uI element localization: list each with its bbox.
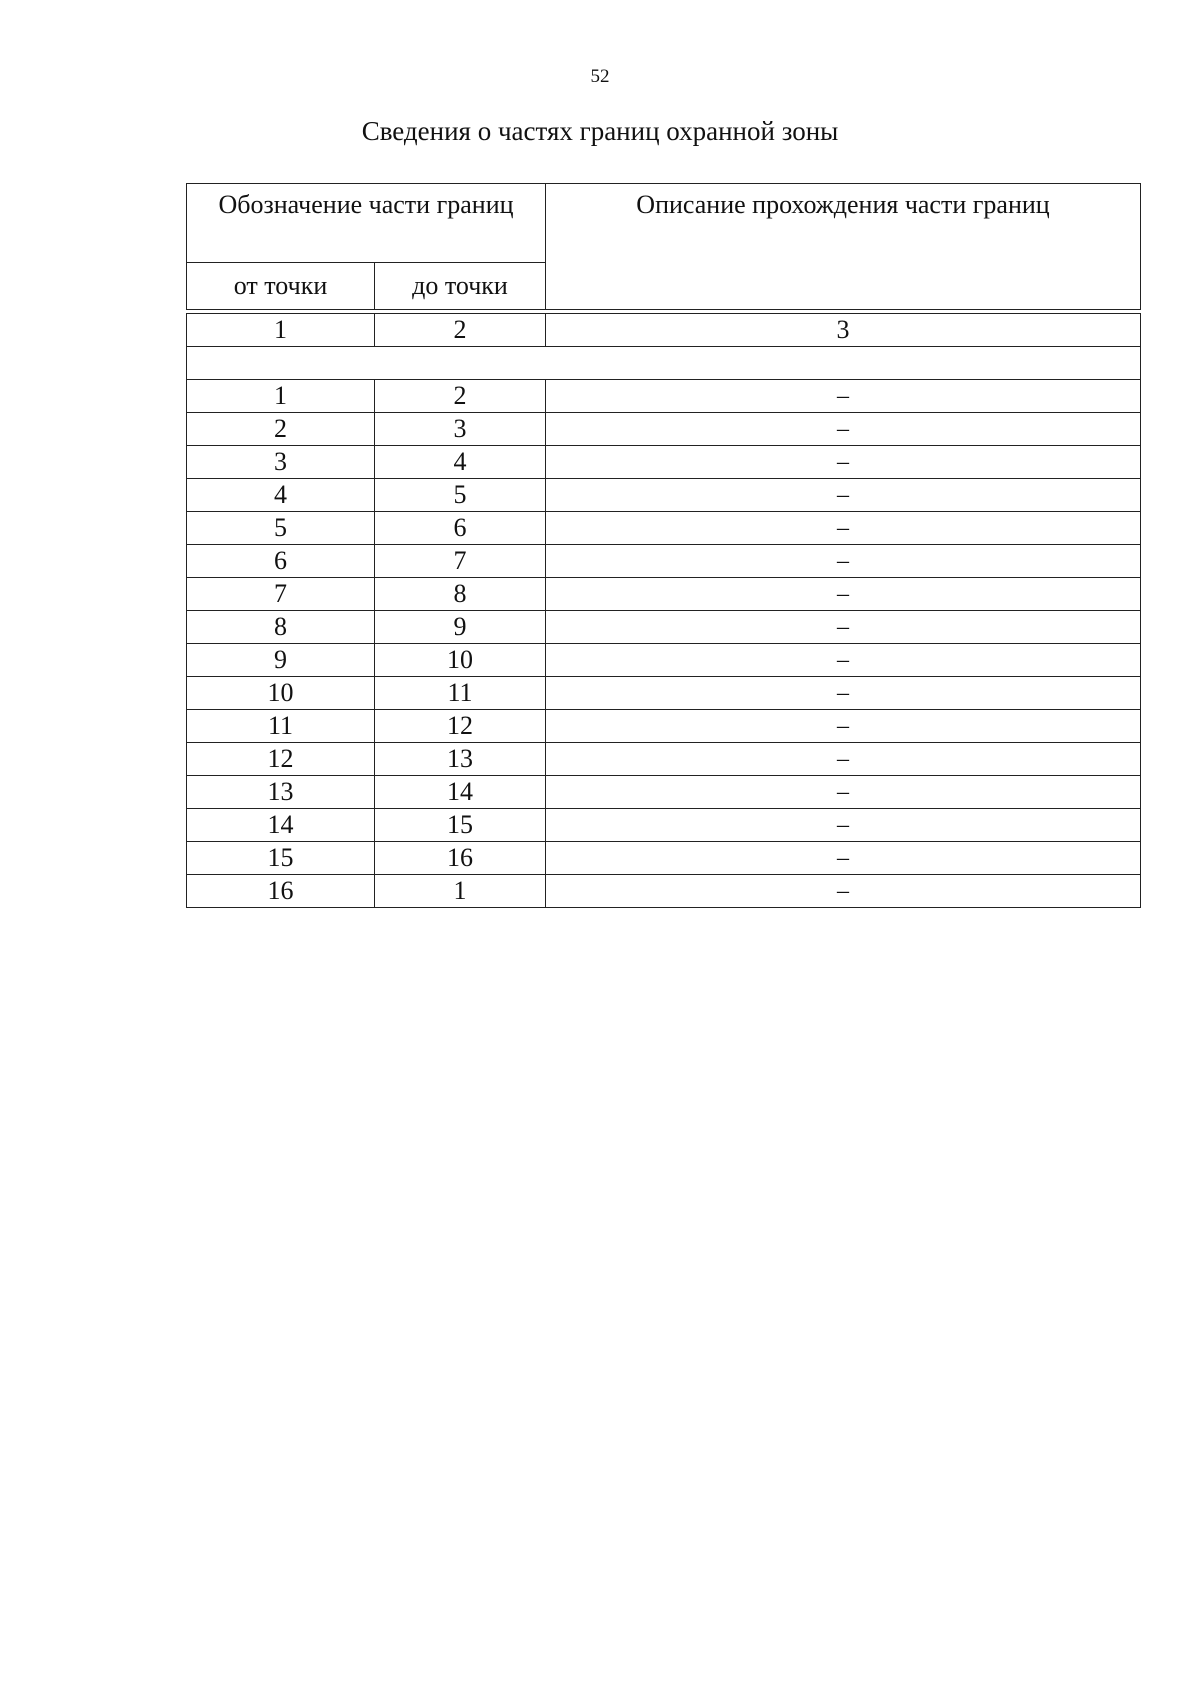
column-number: 2 bbox=[375, 314, 546, 347]
table-header-row bbox=[187, 184, 1141, 263]
description-cell: – bbox=[546, 446, 1141, 479]
to-point-cell: 2 bbox=[375, 380, 546, 413]
header-from-point: от точки bbox=[187, 263, 375, 310]
table-row bbox=[187, 809, 1141, 842]
table-row bbox=[187, 776, 1141, 809]
description-cell: – bbox=[546, 743, 1141, 776]
table-row bbox=[187, 446, 1141, 479]
to-point-cell: 7 bbox=[375, 545, 546, 578]
description-cell: – bbox=[546, 809, 1141, 842]
description-cell: – bbox=[546, 842, 1141, 875]
table-row bbox=[187, 710, 1141, 743]
to-point-cell: 5 bbox=[375, 479, 546, 512]
from-point-cell: 3 bbox=[187, 446, 375, 479]
table-row bbox=[187, 677, 1141, 710]
header-to-point: до точки bbox=[375, 263, 546, 310]
table-row bbox=[187, 875, 1141, 908]
column-number: 1 bbox=[187, 314, 375, 347]
to-point-cell: 9 bbox=[375, 611, 546, 644]
description-cell: – bbox=[546, 677, 1141, 710]
from-point-cell: 2 bbox=[187, 413, 375, 446]
to-point-cell: 13 bbox=[375, 743, 546, 776]
page-title: Сведения о частях границ охранной зоны bbox=[361, 116, 839, 146]
from-point-cell: 7 bbox=[187, 578, 375, 611]
to-point-cell: 15 bbox=[375, 809, 546, 842]
from-point-cell: 9 bbox=[187, 644, 375, 677]
description-cell: – bbox=[546, 644, 1141, 677]
table-row bbox=[187, 611, 1141, 644]
column-number-row bbox=[187, 314, 1141, 347]
to-point-cell: 6 bbox=[375, 512, 546, 545]
empty-row bbox=[187, 347, 1141, 380]
page-number: 52 bbox=[590, 66, 610, 87]
table-row bbox=[187, 578, 1141, 611]
description-cell: – bbox=[546, 611, 1141, 644]
table-body bbox=[187, 310, 1141, 908]
from-point-cell: 10 bbox=[187, 677, 375, 710]
from-point-cell: 11 bbox=[187, 710, 375, 743]
description-cell: – bbox=[546, 479, 1141, 512]
description-cell: – bbox=[546, 776, 1141, 809]
from-point-cell: 15 bbox=[187, 842, 375, 875]
from-point-cell: 4 bbox=[187, 479, 375, 512]
description-cell: – bbox=[546, 545, 1141, 578]
table-row bbox=[187, 413, 1141, 446]
table-row bbox=[187, 644, 1141, 677]
to-point-cell: 14 bbox=[375, 776, 546, 809]
to-point-cell: 16 bbox=[375, 842, 546, 875]
from-point-cell: 8 bbox=[187, 611, 375, 644]
to-point-cell: 11 bbox=[375, 677, 546, 710]
to-point-cell: 4 bbox=[375, 446, 546, 479]
from-point-cell: 14 bbox=[187, 809, 375, 842]
header-description: Описание прохождения части границ bbox=[546, 184, 1141, 310]
to-point-cell: 3 bbox=[375, 413, 546, 446]
header-designation: Обозначение части границ bbox=[187, 184, 546, 263]
table-row bbox=[187, 545, 1141, 578]
description-cell: – bbox=[546, 875, 1141, 908]
description-cell: – bbox=[546, 578, 1141, 611]
column-number: 3 bbox=[546, 314, 1141, 347]
to-point-cell: 12 bbox=[375, 710, 546, 743]
table-row bbox=[187, 842, 1141, 875]
table-row bbox=[187, 512, 1141, 545]
description-cell: – bbox=[546, 380, 1141, 413]
description-cell: – bbox=[546, 710, 1141, 743]
from-point-cell: 5 bbox=[187, 512, 375, 545]
empty-cell bbox=[187, 347, 1141, 380]
description-cell: – bbox=[546, 413, 1141, 446]
boundary-parts-table-container bbox=[186, 183, 1140, 908]
from-point-cell: 12 bbox=[187, 743, 375, 776]
boundary-parts-table bbox=[186, 183, 1141, 908]
to-point-cell: 1 bbox=[375, 875, 546, 908]
table-row bbox=[187, 380, 1141, 413]
from-point-cell: 16 bbox=[187, 875, 375, 908]
to-point-cell: 8 bbox=[375, 578, 546, 611]
to-point-cell: 10 bbox=[375, 644, 546, 677]
from-point-cell: 6 bbox=[187, 545, 375, 578]
from-point-cell: 13 bbox=[187, 776, 375, 809]
table-row bbox=[187, 479, 1141, 512]
from-point-cell: 1 bbox=[187, 380, 375, 413]
description-cell: – bbox=[546, 512, 1141, 545]
table-row bbox=[187, 743, 1141, 776]
